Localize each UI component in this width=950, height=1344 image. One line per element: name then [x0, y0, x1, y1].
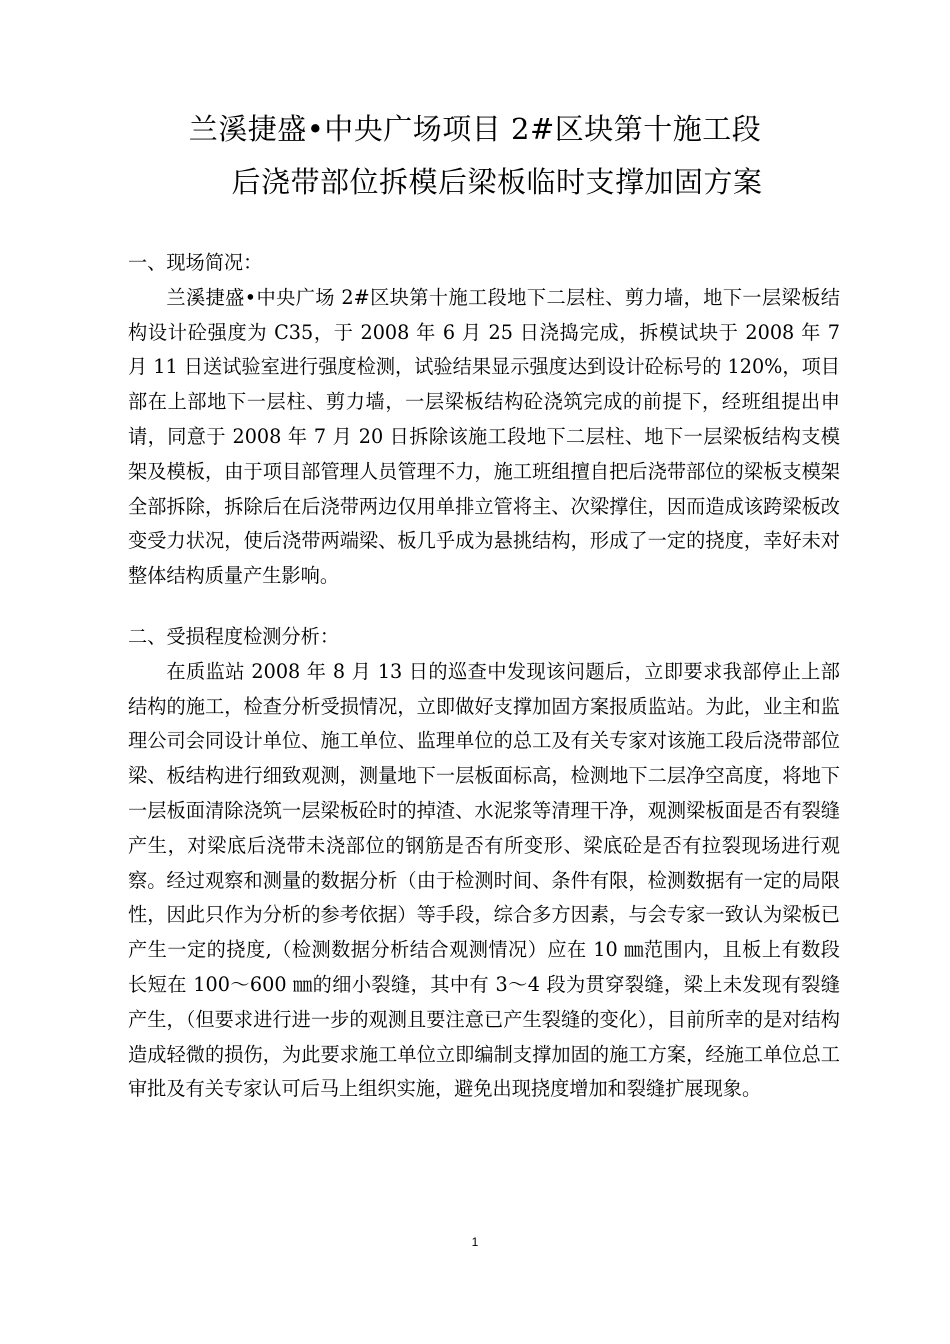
section-damage-analysis	[128, 620, 840, 1107]
document-title-line-1: 兰溪捷盛•中央广场项目 2#区块第十施工段	[188, 112, 762, 146]
section-heading-site-overview: 一、现场简况：	[128, 251, 263, 274]
section-site-overview	[128, 246, 840, 594]
section-paragraph-site-overview: 兰溪捷盛•中央广场 2#区块第十施工段地下二层柱、剪力墙，地下一层梁板结构设计砼强度为 C35，于 2008 年 6 月 25 日浇捣完成，拆模试块于 2008 年 7 月 11 日送试验室进行强度检测，试验结果显示强度达到设计砼标号的 120%，项目部在上部地下一层柱、剪力墙，一层梁板结构砼浇筑完成的前提下，经班组提出申请，同意于 2008 年 7 月 20 日拆除该施工段地下二层柱、地下一层梁板结构支模架及模板，由于项目部管理人员管理不力，施工班组擅自把后浇带部位的梁板支模架全部拆除，拆除后在后浇带两边仅用单排立管将主、次梁撑住，因而造成该跨梁板改变受力状况，使后浇带两端梁、板几乎成为悬挑结构，形成了一定的挠度，幸好未对整体结构质量产生影响。	[128, 285, 840, 588]
document-title-line-2: 后浇带部位拆模后梁板临时支撑加固方案	[231, 165, 763, 199]
page-number: 1	[471, 1235, 479, 1249]
section-heading-damage-analysis: 二、受损程度检测分析：	[128, 625, 340, 648]
section-paragraph-damage-analysis: 在质监站 2008 年 8 月 13 日的巡查中发现该问题后，立即要求我部停止上部结构的施工，检查分析受损情况，立即做好支撑加固方案报质监站。为此，业主和监理公司会同设计单位、施工单位、监理单位的总工及有关专家对该施工段后浇带部位梁、板结构进行细致观测，测量地下一层板面标高，检测地下二层净空高度，将地下一层板面清除浇筑一层梁板砼时的掉渣、水泥浆等清理干净，观测梁板面是否有裂缝产生，对梁底后浇带未浇部位的钢筋是否有所变形、梁底砼是否有拉裂现场进行观察。经过观察和测量的数据分析（由于检测时间、条件有限，检测数据有一定的局限性，因此只作为分析的参考依据）等手段，综合多方因素，与会专家一致认为梁板已产生一定的挠度,（检测数据分析结合观测情况）应在 10 ㎜范围内，且板上有数段长短在 100～600 ㎜的细小裂缝，其中有 3～4 段为贯穿裂缝，梁上未发现有裂缝产生，（但要求进行进一步的观测且要注意已产生裂缝的变化），目前所幸的是对结构造成轻微的损伤，为此要求施工单位立即编制支撑加固的施工方案，经施工单位总工审批及有关专家认可后马上组织实施，避免出现挠度增加和裂缝扩展现象。	[128, 659, 840, 1101]
